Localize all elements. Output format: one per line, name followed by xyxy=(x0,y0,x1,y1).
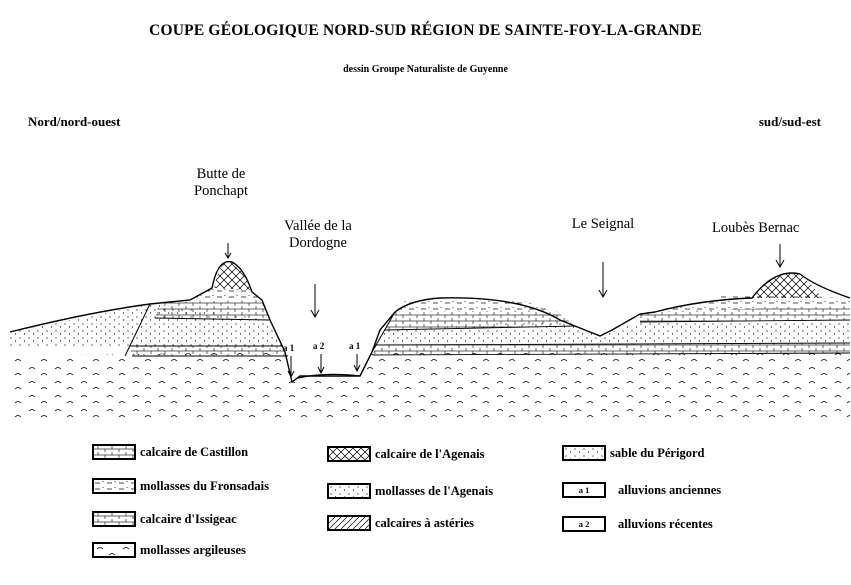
legend-swatch-agenais-calc xyxy=(327,446,371,462)
legend-sable-perigord xyxy=(562,445,704,461)
legend-alluvions-recentes xyxy=(562,516,713,532)
legend-mollasses-agenais xyxy=(327,483,493,499)
diagram-title: COUPE GÉOLOGIQUE NORD-SUD RÉGION DE SAINTE-FOY-LA-GRANDE xyxy=(149,22,702,39)
legend-label-fronsadais: mollasses du Fronsadais xyxy=(140,478,269,493)
legend-swatch-agenais-moll xyxy=(327,483,371,499)
legend-label-castillon: calcaire de Castillon xyxy=(140,444,249,459)
legend-swatch-perigord xyxy=(562,445,606,461)
legend-swatch-fronsadais xyxy=(92,478,136,494)
legend-code-a1: a 1 xyxy=(578,485,590,495)
legend-label-argileuses: mollasses argileuses xyxy=(140,542,246,557)
legend-swatch-recentes xyxy=(562,516,606,532)
legend-mollasses-fronsadais xyxy=(92,478,269,494)
label-loubes-bernac: Loubès Bernac xyxy=(712,220,800,236)
legend-swatch-issigeac xyxy=(92,511,136,527)
valley-label-a1-left: a 1 xyxy=(283,343,295,353)
diagram-credit: dessin Groupe Naturaliste de Guyenne xyxy=(343,64,508,75)
legend-calcaire-castillon xyxy=(92,444,248,460)
legend-calcaire-issigeac xyxy=(92,511,237,527)
legend-label-recentes: alluvions récentes xyxy=(618,516,713,531)
legend-alluvions-anciennes xyxy=(562,482,721,498)
legend-calcaires-asteries xyxy=(327,515,474,531)
label-vallee-dordogne: Vallée de la Dordogne xyxy=(284,218,352,251)
legend-label-agenais-calc: calcaire de l'Agenais xyxy=(375,446,485,461)
legend-label-agenais-moll: mollasses de l'Agenais xyxy=(375,483,494,498)
legend-swatch-castillon xyxy=(92,444,136,460)
label-le-seignal: Le Seignal xyxy=(571,216,635,232)
orientation-north: Nord/nord-ouest xyxy=(28,114,121,129)
legend-swatch-anciennes xyxy=(562,482,606,498)
legend-label-asteries: calcaires à astéries xyxy=(375,515,475,530)
legend-calcaire-agenais xyxy=(327,446,484,462)
legend-label-perigord: sable du Périgord xyxy=(610,445,705,460)
legend-swatch-asteries xyxy=(327,515,371,531)
valley-label-a1-right: a 1 xyxy=(349,341,361,351)
valley-label-a2: a 2 xyxy=(313,341,325,351)
legend-label-anciennes: alluvions anciennes xyxy=(618,482,722,497)
legend-swatch-argileuses xyxy=(92,542,136,558)
legend-mollasses-argileuses xyxy=(92,542,246,558)
orientation-south: sud/sud-est xyxy=(758,114,821,129)
label-butte-de-ponchapt: Butte de Ponchapt xyxy=(194,166,248,199)
legend-code-a2: a 2 xyxy=(578,519,590,529)
legend-label-issigeac: calcaire d'Issigeac xyxy=(140,511,237,526)
